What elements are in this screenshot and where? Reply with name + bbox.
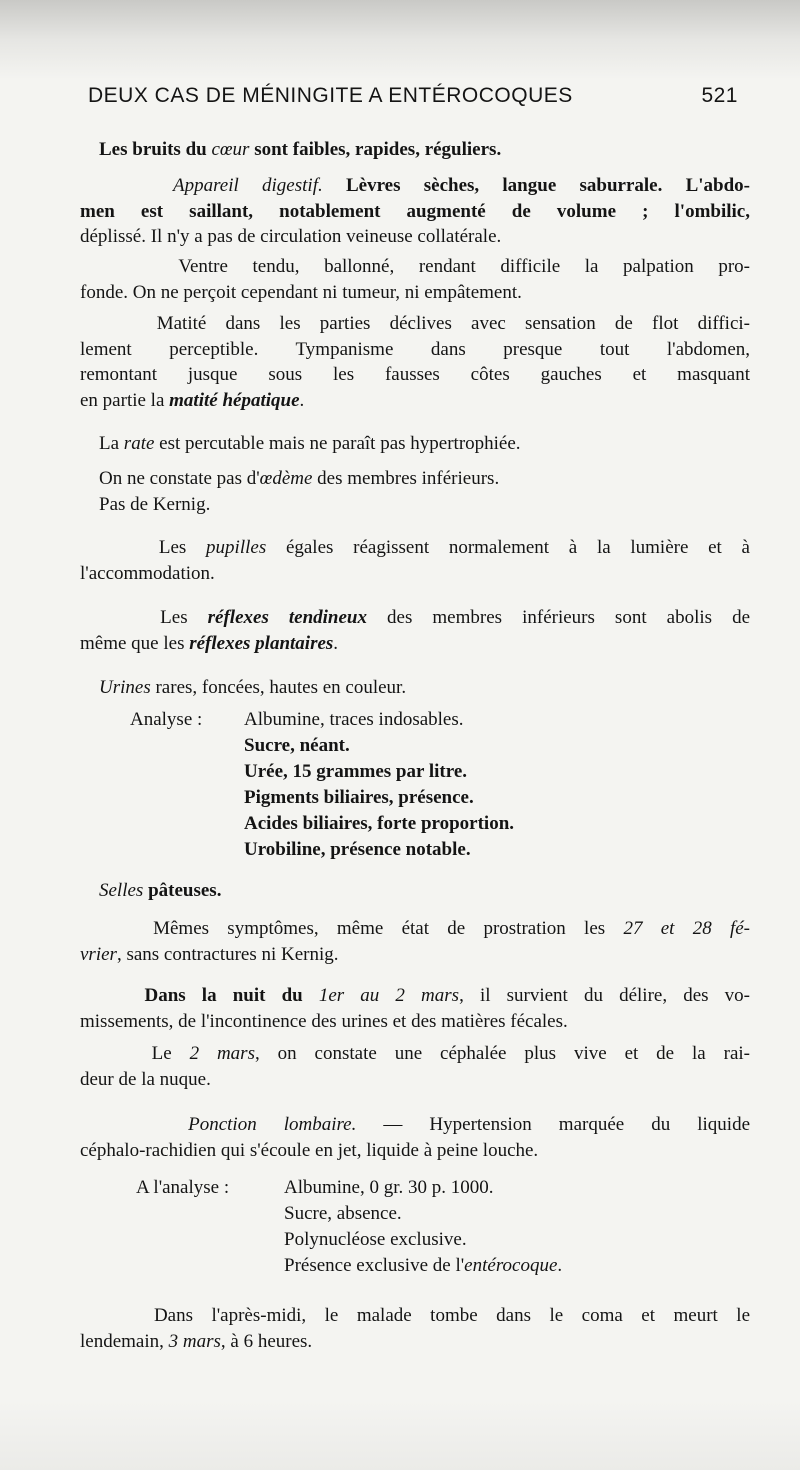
list-item: Polynucléose exclusive. [284,1229,467,1250]
paragraph-symptomes: Mêmes symptômes, même état de prostration les 27 et 28 fé- vrier, sans contractures ni Kernig. [80,918,750,965]
list-item: A l'analyse : Albumine, 0 gr. 30 p. 1000. [136,1177,494,1198]
list-item: Urée, 15 grammes par litre. [244,761,467,782]
paragraph-ponction: Ponction lombaire. — Hypertension marquée du liquide céphalo-rachidien qui s'écoule en jet, liquide à peine louche. [80,1114,751,1161]
analyse-liquide [136,1175,562,1279]
paragraph-urines: Urines rares, foncées, hautes en couleur. [99,677,407,698]
header-title: DEUX CAS DE MÉNINGITE A ENTÉROCOQUES [88,84,573,107]
list-item: Présence exclusive de l'entérocoque. [284,1255,563,1276]
list-item: Sucre, néant. [244,735,350,756]
paragraph-rate: La rate est percutable mais ne paraît pas hypertrophiée. [99,433,521,454]
paragraph-matite: Matité dans les parties déclives avec sensation de flot diffici- lement perceptible. Tympanisme dans presque tout l'abdomen, remontant jusque sous les fausses côtes gauches et masquant en partie la matité hépatique. [80,313,750,411]
page-number: 521 [701,84,738,107]
paragraph-nuit: Dans la nuit du 1er au 2 mars, il survient du délire, des vo- missements, de l'incontinence des urines et des matières fécales. [80,985,750,1032]
list-item: Acides biliaires, forte proportion. [244,813,515,834]
paragraph-cephalee: Le 2 mars, on constate une céphalée plus vive et de la rai- deur de la nuque. [80,1043,750,1090]
paragraph-oedeme: On ne constate pas d'œdème des membres inférieurs. Pas de Kernig. [99,468,500,515]
paragraph-coma: Dans l'après-midi, le malade tombe dans le coma et meurt le lendemain, 3 mars, à 6 heures. [80,1305,750,1352]
paragraph-coeur: Les bruits du cœur sont faibles, rapides, réguliers. [99,139,502,160]
paragraph-reflexes: Les réflexes tendineux des membres inférieurs sont abolis de même que les réflexes plantaires. [80,607,750,654]
list-item: Analyse : Albumine, traces indosables. [130,709,464,730]
running-header [88,84,738,108]
paragraph-kernig: Pas de Kernig. [99,493,211,515]
list-item: Urobiline, présence notable. [244,839,471,860]
paragraph-pupilles: Les pupilles égales réagissent normalement à la lumière et à l'accommodation. [80,537,750,584]
paragraph-ventre: Ventre tendu, ballonné, rendant difficile la palpation pro- fonde. On ne perçoit cependant ni tumeur, ni empâtement. [80,256,750,303]
paragraph-selles: Selles pâteuses. [99,880,222,901]
list-item: Sucre, absence. [284,1203,402,1224]
analyse-urines [130,707,514,863]
list-item: Pigments biliaires, présence. [244,787,474,808]
paragraph-appareil-digestif: Appareil digestif. Lèvres sèches, langue saburrale. L'abdo- men est saillant, notablement augmenté de volume ; l'ombilic, déplissé. Il n'y a pas de circulation veineuse collatérale. [80,175,751,247]
